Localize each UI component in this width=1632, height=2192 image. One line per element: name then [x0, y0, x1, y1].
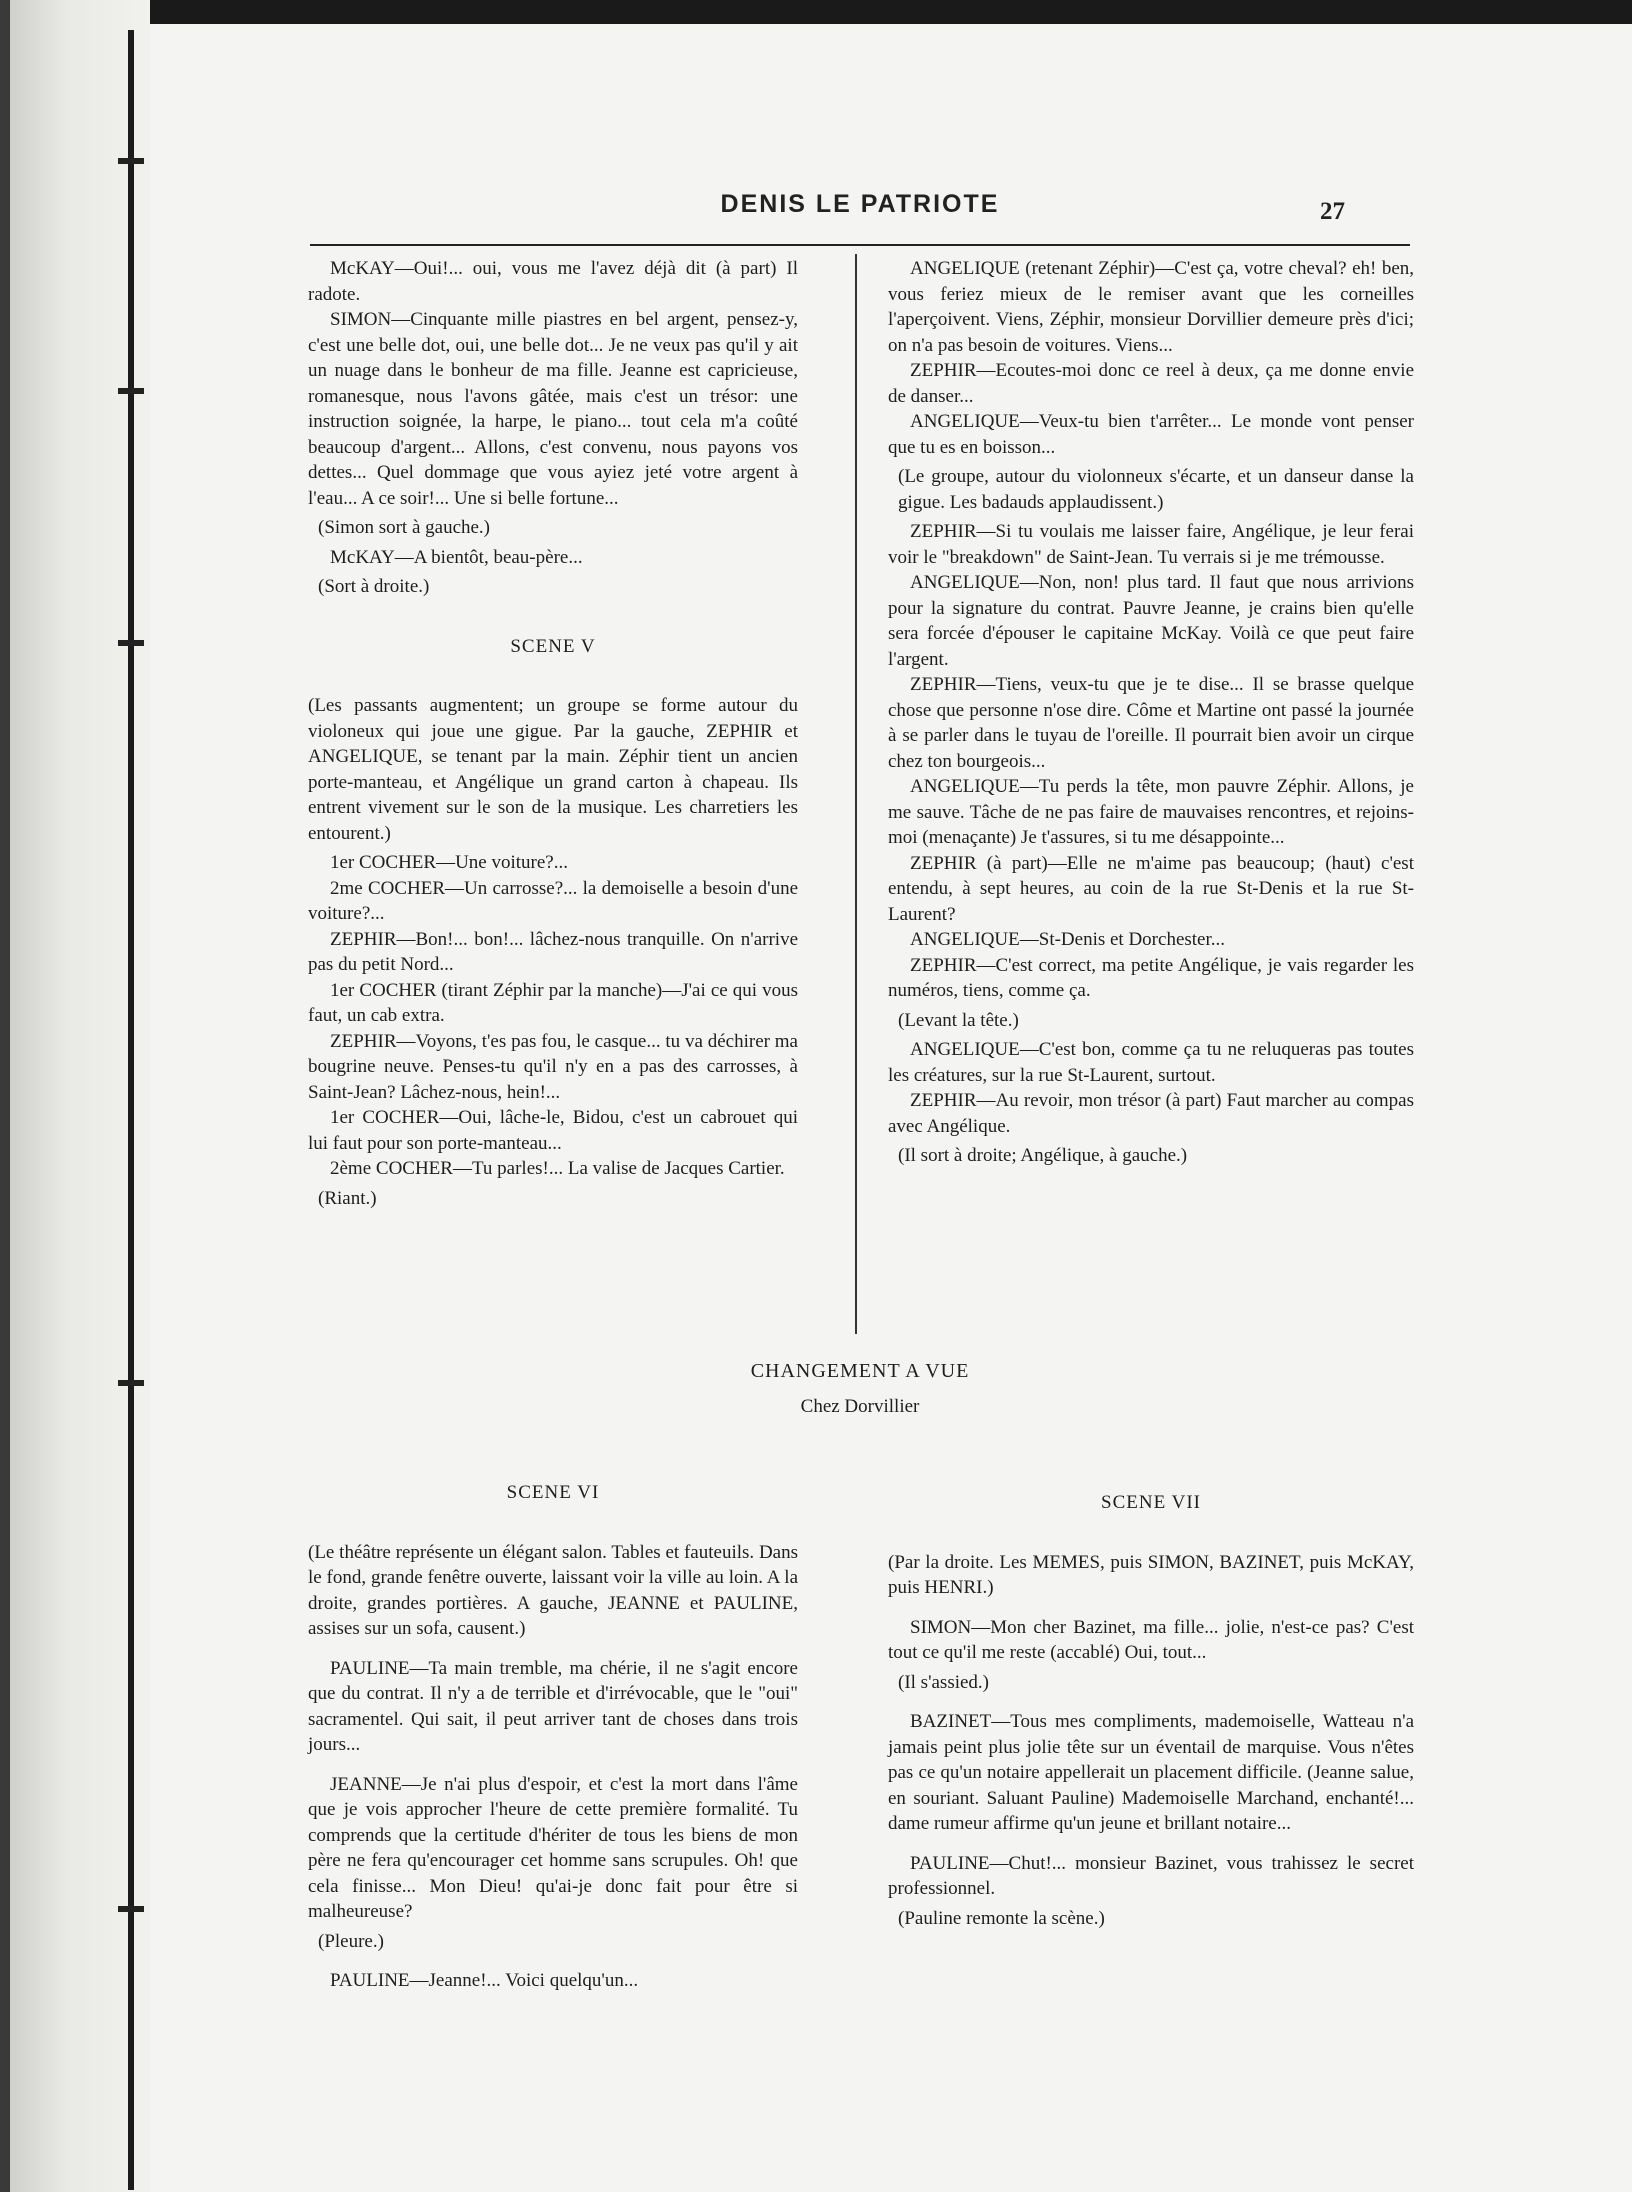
- dialogue-line: ZEPHIR (à part)—Elle ne m'aime pas beaucoup; (haut) c'est entendu, à sept heures, au coin de la rue St-Denis et la rue St-Laurent?: [888, 852, 1414, 925]
- dialogue-line: PAULINE—Ta main tremble, ma chérie, il ne s'agit encore que du contrat. Il n'y a de terrible et d'irrévocable, que le "oui" sacramentel. Qui sait, il peut arriver tant de choses dans trois jours...: [308, 1657, 798, 1755]
- scan-top-border: [0, 0, 1632, 26]
- stage-direction: (Les passants augmentent; un groupe se forme autour du violoneux qui joue une gigue. Par la gauche, ZEPHIR et ANGELIQUE, se tenant par la main. Zéphir tient un ancien porte-manteau, et Angélique un grand carton à chapeau. Ils entrent vivement sur le son de la musique. Les charretiers les entourent.): [308, 695, 798, 844]
- dialogue-line: ZEPHIR—Ecoutes-moi donc ce reel à deux, ça me donne envie de danser...: [888, 360, 1414, 407]
- stage-direction: (Le théâtre représente un élégant salon. Tables et fauteuils. Dans le fond, grande fenêtre ouverte, laissant voir la ville au loin. A la droite, grandes portières. A gauche, JEANNE et PAULINE, assises sur un sofa, causent.): [308, 1541, 798, 1639]
- page-number: 27: [1320, 198, 1345, 225]
- dialogue-line: 2ème COCHER—Tu parles!... La valise de Jacques Cartier.: [330, 1158, 785, 1179]
- stage-direction: (Il s'assied.): [898, 1671, 990, 1693]
- scene-heading: SCENE V: [510, 635, 596, 657]
- stage-direction: (Pauline remonte la scène.): [898, 1907, 1105, 1929]
- dialogue-line: BAZINET—Tous mes compliments, mademoiselle, Watteau n'a jamais peint plus jolie tête sur un éventail de marquise. Vous n'êtes pas ce qu'un notaire appellerait un placement difficile. (Jeanne salue, en souriant. Saluant Pauline) Mademoiselle Marchand, enchanté!... dame rumeur affirme qu'un jeune et brillant notaire...: [888, 1711, 1414, 1834]
- dialogue-line: ZEPHIR—Si tu voulais me laisser faire, Angélique, je leur ferai voir le "breakdown" de Saint-Jean. Tu verrais si je me trémousse.: [888, 521, 1414, 568]
- dialogue-line: ZEPHIR—Tiens, veux-tu que je te dise... Il se brasse quelque chose que personne n'ose dire. Côme et Martine ont passé la journée à se parler dans le tuyau de l'oreille. Il pourrait bien avoir un cirque chez ton bourgeois...: [888, 674, 1414, 772]
- column-divider: [855, 254, 857, 1334]
- binding-stitch: [118, 158, 144, 164]
- scene-change-title: CHANGEMENT A VUE: [750, 1360, 970, 1382]
- dialogue-line: 1er COCHER—Une voiture?...: [330, 852, 568, 873]
- dialogue-line: PAULINE—Jeanne!... Voici quelqu'un...: [330, 1970, 639, 1991]
- dialogue-line: ANGELIQUE—Non, non! plus tard. Il faut que nous arrivions pour la signature du contrat. Pauvre Jeanne, je crains bien qu'elle sera forcée d'épouser le capitaine McKay. Voilà ce que peut faire l'argent.: [888, 572, 1414, 670]
- dialogue-line: ZEPHIR—C'est correct, ma petite Angélique, je vais regarder les numéros, tiens, comme ça.: [888, 954, 1414, 1001]
- stage-direction: (Le groupe, autour du violonneux s'écarte, et un danseur danse la gigue. Les badauds applaudissent.): [898, 466, 1414, 513]
- scene-change-location: Chez Dorvillier: [800, 1396, 920, 1417]
- right-column-bottom: [888, 1456, 1414, 1935]
- stage-direction: (Il sort à droite; Angélique, à gauche.): [898, 1145, 1188, 1166]
- stage-direction: (Sort à droite.): [318, 576, 430, 597]
- dialogue-line: 1er COCHER—Oui, lâche-le, Bidou, c'est un cabrouet qui lui faut pour son porte-manteau...: [308, 1107, 798, 1154]
- dialogue-line: SIMON—Cinquante mille piastres en bel argent, pensez-y, c'est une belle dot, oui, une belle dot... Je ne veux pas qu'il y ait un nuage dans le bonheur de ma fille. Jeanne est capricieuse, romanesque, nous l'avons gâtée, mais c'est un trésor: une instruction soignée, la harpe, le piano... tout cela m'a coûté beaucoup d'argent... Allons, c'est convenu, nous payons vos dettes... Quel dommage que vous ayiez jeté votre argent à l'eau... A ce soir!... Une si belle fortune...: [308, 309, 798, 509]
- right-column-top: [888, 256, 1414, 1173]
- dialogue-line: JEANNE—Je n'ai plus d'espoir, et c'est la mort dans l'âme que je vois approcher l'heure de cette première formalité. Tu comprends que la certitude d'hériter de tous les biens de mon père ne fera qu'encourager cet homme sans scrupules. Oh! que cela finisse... Mon Dieu! qu'ai-je donc fait pour être si malheureuse?: [308, 1773, 798, 1922]
- dialogue-line: ZEPHIR—Au revoir, mon trésor (à part) Faut marcher au compas avec Angélique.: [888, 1090, 1414, 1137]
- binding-stitch: [118, 640, 144, 646]
- binding-stitch: [118, 1906, 144, 1912]
- dialogue-line: PAULINE—Chut!... monsieur Bazinet, vous trahissez le secret professionnel.: [888, 1852, 1414, 1899]
- stage-direction: (Pleure.): [318, 1930, 384, 1952]
- dialogue-line: McKAY—Oui!... oui, vous me l'avez déjà dit (à part) Il radote.: [308, 258, 798, 305]
- running-header-title: DENIS LE PATRIOTE: [720, 190, 1000, 218]
- dialogue-line: ANGELIQUE—St-Denis et Dorchester...: [910, 929, 1226, 950]
- dialogue-line: 1er COCHER (tirant Zéphir par la manche)—J'ai ce qui vous faut, un cab extra.: [308, 979, 798, 1026]
- dialogue-line: ZEPHIR—Bon!... bon!... lâchez-nous tranquille. On n'arrive pas du petit Nord...: [308, 928, 798, 975]
- dialogue-line: ANGELIQUE—Veux-tu bien t'arrêter... Le monde vont penser que tu es en boisson...: [888, 411, 1414, 458]
- header-rule: [310, 244, 1410, 246]
- stage-direction: (Simon sort à gauche.): [318, 517, 491, 538]
- left-column-bottom: [308, 1446, 798, 1994]
- dialogue-line: 2me COCHER—Un carrosse?... la demoiselle a besoin d'une voiture?...: [308, 877, 798, 924]
- binding-stitch: [118, 388, 144, 394]
- dialogue-line: ZEPHIR—Voyons, t'es pas fou, le casque... tu va déchirer ma bougrine neuve. Penses-tu qu'il n'y en a pas des carrosses, à Saint-Jean? Lâchez-nous, hein!...: [308, 1030, 798, 1103]
- dialogue-line: ANGELIQUE (retenant Zéphir)—C'est ça, votre cheval? eh! ben, vous feriez mieux de le remiser avant que les corneilles l'aperçoivent. Viens, Zéphir, monsieur Dorvillier demeure près d'ici; on n'a pas besoin de voitures. Viens...: [888, 258, 1414, 356]
- dialogue-line: ANGELIQUE—C'est bon, comme ça tu ne reluqueras pas toutes les créatures, sur la rue St-Laurent, surtout.: [888, 1039, 1414, 1086]
- stage-direction: (Levant la tête.): [898, 1009, 1019, 1031]
- binding-rule: [128, 30, 134, 2190]
- stage-direction: (Par la droite. Les MEMES, puis SIMON, BAZINET, puis McKAY, puis HENRI.): [888, 1551, 1414, 1598]
- dialogue-line: ANGELIQUE—Tu perds la tête, mon pauvre Zéphir. Allons, je me sauve. Tâche de ne pas faire de mauvaises rencontres, et rejoins-moi (menaçante) Je t'assures, si tu me désappointe...: [888, 776, 1414, 848]
- dialogue-line: SIMON—Mon cher Bazinet, ma fille... jolie, n'est-ce pas? C'est tout ce qu'il me reste (accablé) Oui, tout...: [888, 1616, 1414, 1663]
- binding-stitch: [118, 1380, 144, 1386]
- left-column-top: [308, 256, 798, 1215]
- scene-heading: SCENE VII: [1101, 1492, 1201, 1513]
- stage-direction: (Riant.): [318, 1187, 377, 1209]
- scene-heading: SCENE VI: [506, 1482, 600, 1503]
- dialogue-line: McKAY—A bientôt, beau-père...: [330, 546, 583, 568]
